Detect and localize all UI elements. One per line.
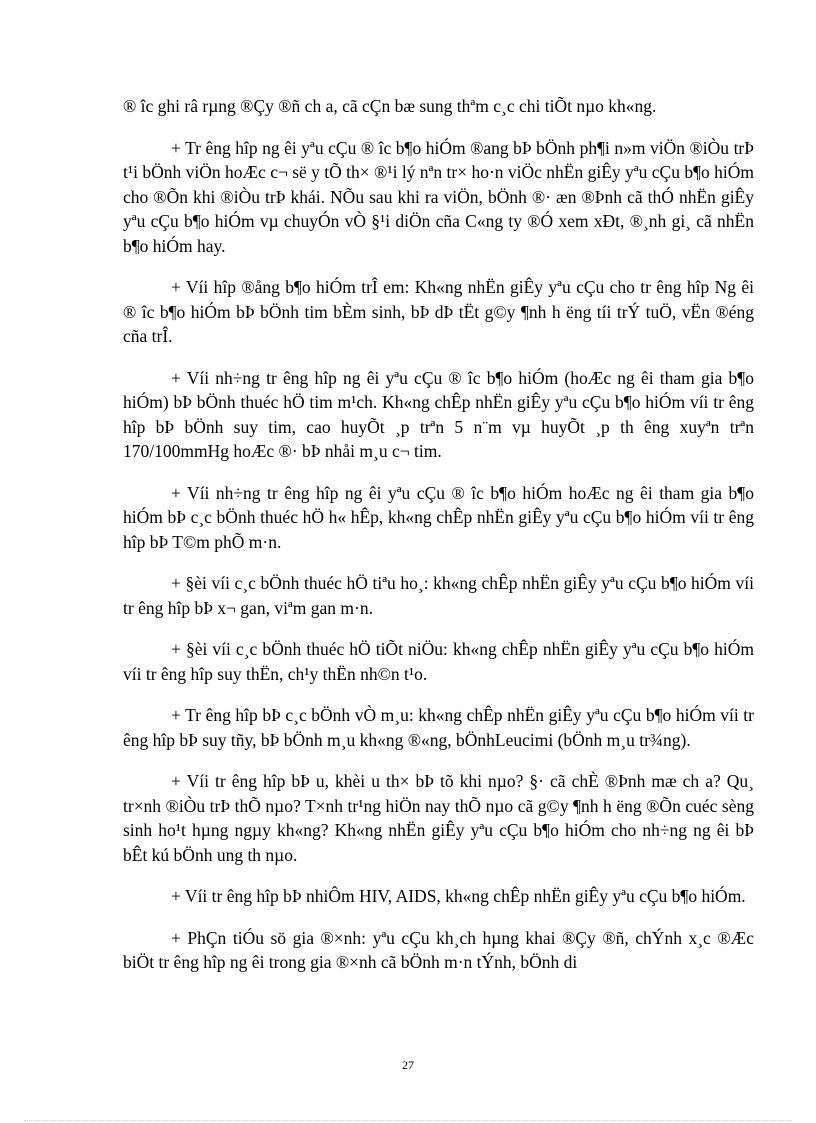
- paragraph-7: + §èi víi c¸c bÖnh thuéc hÖ tiÕt niÖu: kh«ng chÊp nhËn giÊy yªu cÇu b¶o hiÓm víi tr êng hîp suy thËn, ch¹y thËn nh©n t¹o.: [123, 639, 754, 684]
- paragraph-9: + Víi tr êng hîp bÞ u, khèi u th× bÞ tõ khi nµo? §· cã chÈ ®Þnh mæ ch a? Qu¸ tr×nh ®iÒu trÞ thÕ nµo? T×nh tr¹ng hiÖn nay thÕ nµo cã g©y ¶nh h ëng ®Õn cuéc sèng sinh ho¹t hµng ngµy kh«ng? Kh«ng nhËn giÊy yªu cÇu b¶o hiÓm cho nh÷ng ng êi bÞ bÊt kú bÖnh ung th nµo.: [123, 771, 754, 865]
- page-number: 27: [402, 1058, 414, 1072]
- paragraph-2: + Tr êng hîp ng êi yªu cÇu ® îc b¶o hiÓm ®ang bÞ bÖnh ph¶i n»m viÖn ®iÒu trÞ t¹i bÖnh viÖn hoÆc c¬ së y tÕ th× ®¹i lý nªn tr× ho·n viÖc nhËn giÊy yªu cÇu b¶o hiÓm cho ®Õn khi ®iÒu trÞ khái. NÕu sau khi ra viÖn, bÖnh ®· æn ®Þnh cã thÓ nhËn giÊy yªu cÇu b¶o hiÓm vµ chuyÓn vÒ §¹i diÖn cña C«ng ty ®Ó xem xÐt, ®¸nh gi¸ cã nhËn b¶o hiÓm hay.: [123, 137, 754, 256]
- paragraph-11: + PhÇn tiÓu sö gia ®×nh: yªu cÇu kh¸ch hµng khai ®Çy ®ñ, chÝnh x¸c ®Æc biÖt tr êng hîp ng êi trong gia ®×nh cã bÖnh m·n tÝnh, bÖnh di: [123, 927, 754, 972]
- paragraph-1: ® îc ghi râ rµng ®Çy ®ñ ch a, cã cÇn bæ sung thªm c¸c chi tiÕt nµo kh«ng.: [123, 96, 657, 116]
- paragraph-10: + Víi tr êng hîp bÞ nhiÔm HIV, AIDS, kh«ng chÊp nhËn giÊy yªu cÇu b¶o hiÓm.: [171, 886, 746, 906]
- page-body: [123, 94, 754, 992]
- page-bottom-divider: [24, 1120, 792, 1121]
- paragraph-3: + Víi hîp ®ång b¶o hiÓm trÎ em: Kh«ng nhËn giÊy yªu cÇu cho tr êng hîp Ng êi ® îc b¶o hiÓm bÞ bÖnh tim bÈm sinh, bÞ dÞ tËt g©y ¶nh h ëng tíi trÝ tuÖ, vËn ®éng cña trÎ.: [123, 277, 754, 346]
- paragraph-6: + §èi víi c¸c bÖnh thuéc hÖ tiªu ho¸: kh«ng chÊp nhËn giÊy yªu cÇu b¶o hiÓm víi tr êng hîp bÞ x¬ gan, viªm gan m·n.: [123, 573, 754, 618]
- paragraph-4: + Víi nh÷ng tr êng hîp ng êi yªu cÇu ® îc b¶o hiÓm (hoÆc ng êi tham gia b¶o hiÓm) bÞ bÖnh thuéc hÖ tim m¹ch. Kh«ng chÊp nhËn giÊy yªu cÇu b¶o hiÓm víi tr êng hîp bÞ bÖnh suy tim, cao huyÕt ¸p trªn 5 n¨m vµ huyÕt ¸p th êng xuyªn trªn 170/100mmHg hoÆc ®· bÞ nhåi m¸u c¬ tim.: [123, 367, 754, 461]
- paragraph-5: + Víi nh÷ng tr êng hîp ng êi yªu cÇu ® îc b¶o hiÓm hoÆc ng êi tham gia b¶o hiÓm bÞ c¸c bÖnh thuéc hÖ h« hÊp, kh«ng chÊp nhËn giÊy yªu cÇu b¶o hiÓm víi tr êng hîp bÞ T©m phÕ m·n.: [123, 482, 754, 552]
- paragraph-8: + Tr êng hîp bÞ c¸c bÖnh vÒ m¸u: kh«ng chÊp nhËn giÊy yªu cÇu b¶o hiÓm víi tr êng hîp bÞ suy tñy, bÞ bÖnh m¸u kh«ng ®«ng, bÖnhLeucimi (bÖnh m¸u tr¾ng).: [123, 705, 754, 750]
